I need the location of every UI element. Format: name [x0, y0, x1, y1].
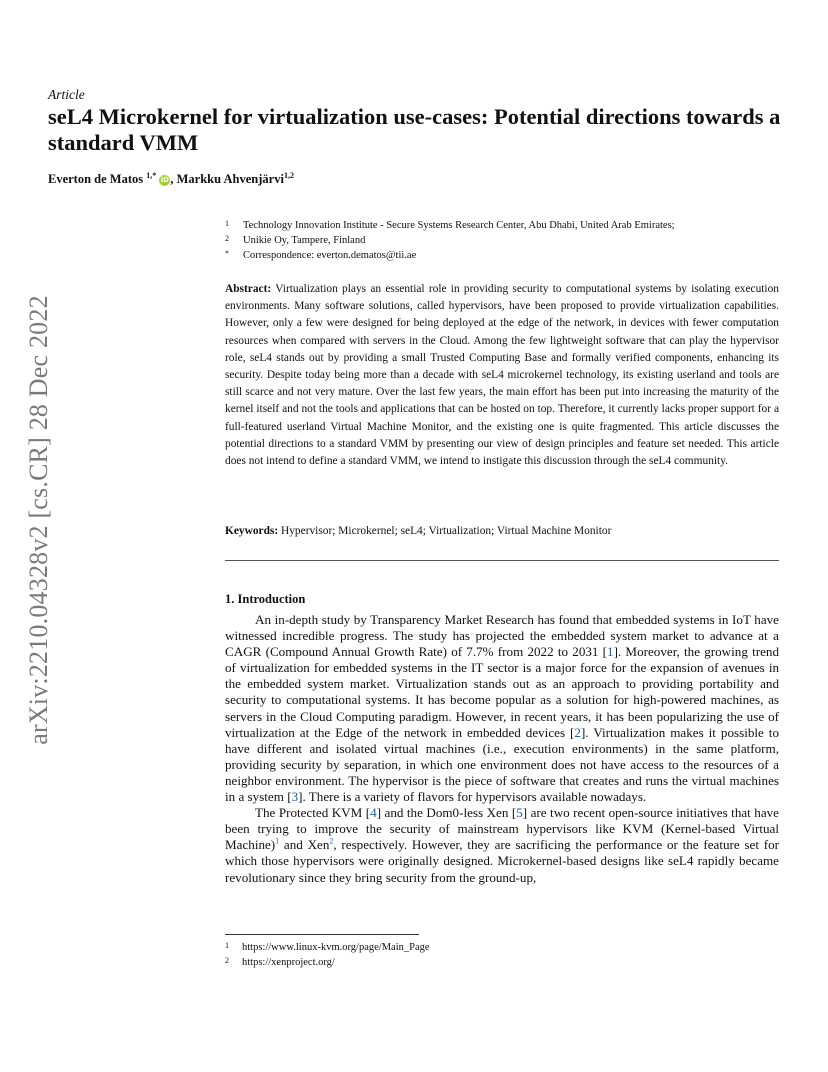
text-run: ] are two recent open-source initiatives that have been trying to improve the security of mainstream hypervisors like KVM (Kernel-based Virtual Machine)	[225, 805, 779, 853]
affiliation-mark: *	[225, 249, 229, 258]
footnote-mark: 1	[225, 941, 229, 950]
paragraph	[225, 805, 779, 885]
article-label: Article	[48, 87, 85, 102]
section-divider	[225, 560, 779, 561]
text-run: The Protected KVM [	[255, 805, 371, 821]
footnotes	[225, 940, 430, 970]
author-list: Everton de Matos $^{1,*}$ iD, Markku Ahvenjärvi$^{1,2}$	[48, 171, 294, 187]
author-name: Markku Ahvenjärvi	[176, 172, 284, 187]
text-run: and Xen	[279, 837, 330, 853]
arxiv-id: arXiv:2210.04328v2 [cs.CR] 28 Dec 2022	[24, 295, 53, 745]
citation-link[interactable]: 2	[574, 724, 581, 740]
affiliation-text: Unikie Oy, Tampere, Finland	[243, 235, 366, 246]
abstract-label: Abstract:	[225, 283, 272, 295]
affiliation-text: Technology Innovation Institute - Secure Systems Research Center, Abu Dhabi, United Arab Emirates;	[243, 220, 675, 231]
text-run: ]. Moreover, the growing trend of virtualization for embedded systems in the IT sector is a major force for the expansion of avenues in the embedded system market. Virtualization stands out as an approach to providing portability and security to computational systems. It has become popular as a solution for high-powered machines, as servers in the Cloud Computing paradigm. However, in recent years, it has been popularizing the use of virtualization at the Edge of the network in embedded devices [	[225, 644, 779, 740]
citation-link[interactable]: 3	[291, 789, 299, 805]
keywords-label: Keywords:	[225, 525, 279, 537]
footnote-item	[225, 940, 430, 955]
citation-link[interactable]: 1	[607, 644, 614, 660]
text-run: ] and the Dom0-less Xen [	[376, 805, 517, 821]
text-run: ]. Virtualization makes it possible to have different and isolated virtual machines (i.e., execution environments) in the same platform, providing security by separation, in which one environment does not have access to the resources of a neighbor environment. The hypervisor is the piece of software that creates and runs the virtual machines in a system [	[225, 724, 779, 805]
keywords-text: Hypervisor; Microkernel; seL4; Virtualization; Virtual Machine Monitor	[281, 525, 612, 537]
footnote-ref[interactable]: 2	[329, 836, 334, 846]
footnote-item	[225, 955, 430, 970]
author-marks: 1,*	[146, 171, 157, 180]
text-run: An in-depth study by Transparency Market Research has found that embedded systems in IoT have witnessed incredible progress. The study has projected the embedded system market to advance at a CAGR (Compound Annual Growth Rate) of 7.7% from 2022 to 2031 [	[225, 612, 779, 660]
paper-title: seL4 Microkernel for virtualization use-cases: Potential directions towards a standard VMM	[48, 104, 781, 155]
affiliation-item	[225, 218, 675, 233]
affiliation-mark: 1	[225, 219, 229, 228]
footnote-mark: 2	[225, 956, 229, 965]
text-run: , respectively. However, they are sacrificing the performance or the feature set for which those hypervisors were originally designed. Microkernel-based designs like seL4 rapidly became revolutionary since they bring security from the ground-up,	[225, 837, 779, 885]
paragraph	[225, 612, 779, 805]
affiliation-item	[225, 248, 675, 263]
arxiv-sidebar	[14, 280, 64, 760]
abstract-text: Virtualization plays an essential role in providing security to computational systems by isolating execution environments. Many software solutions, called hypervisors, have been proposed to provide virtualization capabilities. However, only a few were designed for being deployed at the edge of the network, in devices with fewer computation resources when compared with servers in the Cloud. Among the few lightweight software that can play the hypervisor role, seL4 stands out by providing a small Trusted Computing Base and formally verified components, enhancing its security. Despite today being more than a decade with seL4 microkernel technology, its existing userland and tools are still scarce and not very mature. Over the last few years, the main effort has been put into increasing the maturity of the kernel itself and not the tools and applications that can be hosted on top. Therefore, it currently lacks proper support for a full-featured userland Virtual Machine Monitor, and the existing one is quite fragmented. This article discusses the potential directions to a standard VMM by presenting our view of design principles and feature set needed. This article does not intend to define a standard VMM, we intend to instigate this discussion through the seL4 community.	[225, 283, 779, 468]
affiliation-text: Correspondence: everton.dematos@tii.ae	[243, 250, 417, 261]
citation-link[interactable]: 4	[370, 805, 377, 821]
author-marks: 1,2	[283, 171, 294, 180]
affiliations	[225, 218, 675, 263]
footnote-url[interactable]: https://xenproject.org/	[242, 957, 335, 968]
orcid-icon[interactable]: iD	[160, 175, 169, 184]
text-run: ]. There is a variety of flavors for hypervisors available nowadays.	[298, 789, 647, 805]
footnote-divider	[225, 934, 419, 935]
section-body	[225, 612, 779, 886]
abstract	[225, 281, 779, 470]
citation-link[interactable]: 5	[516, 805, 523, 821]
footnote-ref[interactable]: 1	[275, 836, 280, 846]
section-heading: 1. Introduction	[225, 592, 306, 606]
affiliation-mark: 2	[225, 234, 229, 243]
keywords	[225, 525, 779, 537]
author-name: Everton de Matos	[48, 172, 144, 187]
affiliation-item	[225, 233, 675, 248]
footnote-url[interactable]: https://www.linux-kvm.org/page/Main_Page	[242, 942, 430, 953]
